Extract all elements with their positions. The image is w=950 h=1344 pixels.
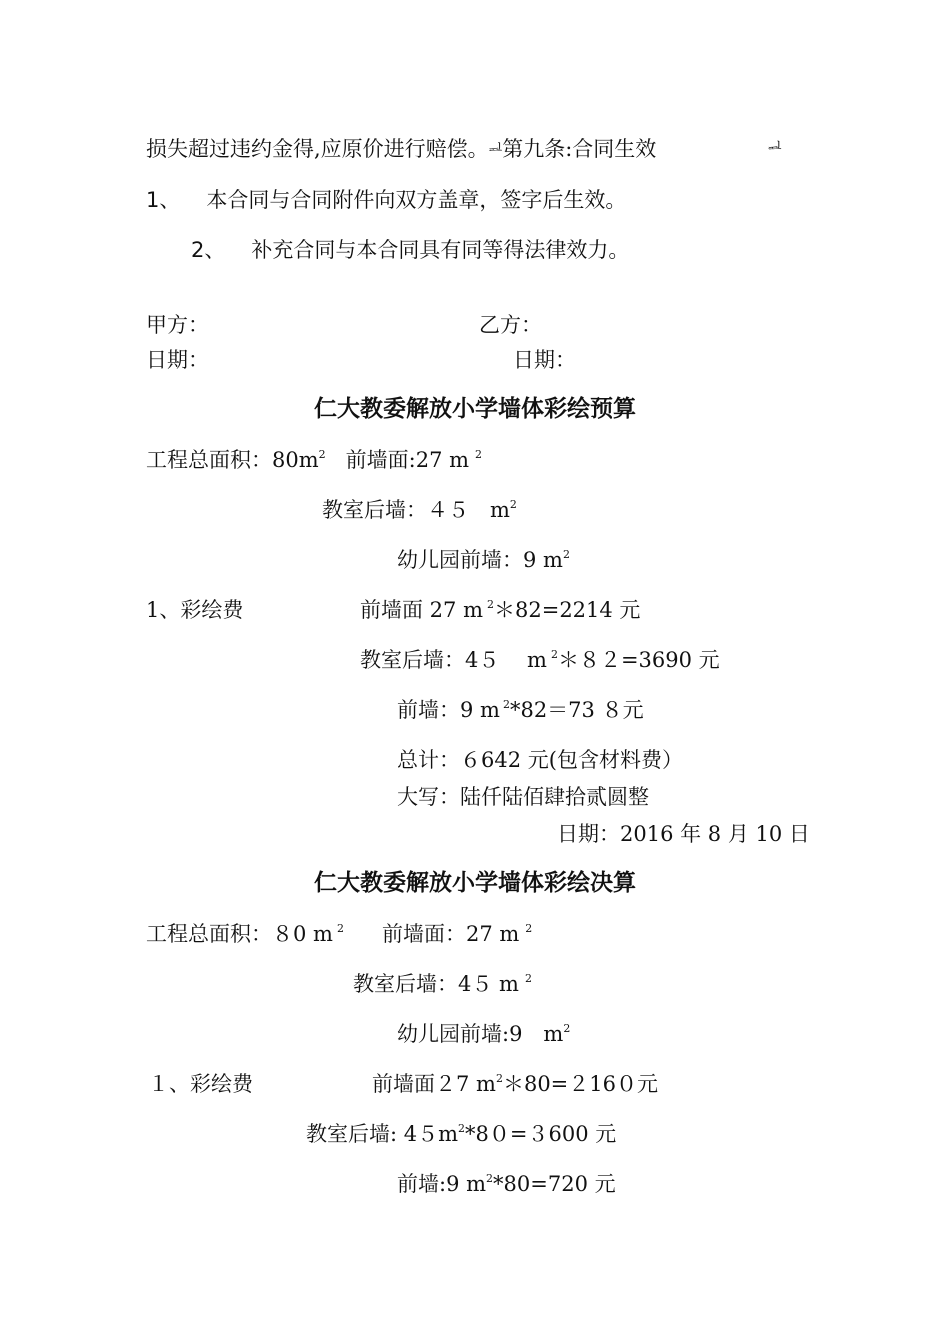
settlement-classroom-back-area: 教室后墙：4５ m $^2$ bbox=[353, 972, 532, 996]
budget-area-line: 工程总面积：$80m^2$ 前墙面:27 m $^2$ bbox=[146, 448, 483, 472]
settlement-front-wall-area: 前墙面：27 m bbox=[381, 922, 520, 946]
party-a-date-label: 日期： bbox=[146, 348, 209, 372]
budget-classroom-back-area: 教室后墙：４５ $m^2$ bbox=[322, 498, 517, 522]
budget-painting-fee-label: 1、彩绘费 bbox=[146, 598, 244, 622]
budget-total-area: 工程总面积：80m bbox=[146, 448, 319, 472]
contract-item-2 bbox=[191, 236, 629, 264]
settlement-painting-fee-label: １、彩绘费 bbox=[148, 1072, 253, 1096]
budget-front-wall-area: 前墙面:27 m bbox=[345, 448, 470, 472]
paragraph-mark: ᆋ bbox=[488, 142, 503, 159]
settlement-calc-front-wall: 前墙面２7 $m^2*80=2160$元 bbox=[372, 1072, 658, 1096]
settlement-title: 仁大教委解放小学墙体彩绘决算 bbox=[314, 869, 636, 896]
settlement-area-line: 工程总面积：８0 m $^2$ 前墙面：27 m $^2$ bbox=[146, 922, 533, 946]
contract-line-1 bbox=[146, 135, 656, 165]
contract-item-2-text: 补充合同与本合同具有同等得法律效力。 bbox=[251, 238, 630, 262]
party-b-label: 乙方： bbox=[479, 313, 542, 337]
budget-date: 日期：2016 年 8 月 10 日 bbox=[557, 822, 810, 846]
contract-item-1 bbox=[146, 186, 626, 214]
budget-total: 总计：６642 元(包含材料费） bbox=[397, 748, 683, 772]
contract-item-1-number: 1、 bbox=[146, 188, 181, 212]
contract-item-2-number: 2、 bbox=[191, 238, 226, 262]
budget-kindergarten-area: 幼儿园前墙：9 $m^2$ bbox=[397, 548, 570, 572]
budget-calc-front-wall: 前墙面 27 m $^2$＊82=2214 元 bbox=[360, 598, 641, 622]
budget-title: 仁大教委解放小学墙体彩绘预算 bbox=[314, 395, 636, 422]
article-9-heading: 第九条:合同生效 bbox=[502, 137, 657, 161]
budget-capital-amount: 大写：陆仟陆佰肆拾贰圆整 bbox=[397, 785, 649, 809]
settlement-calc-classroom-back: 教室后墙: $45m^2*80=3600$ 元 bbox=[306, 1122, 617, 1146]
budget-calc-kindergarten: 前墙：9 m $^2$*82＝73 ８元 bbox=[397, 698, 644, 722]
party-a-label: 甲方： bbox=[146, 313, 209, 337]
contract-item-1-text: 本合同与合同附件向双方盖章，签字后生效。 bbox=[206, 188, 627, 212]
contract-penalty-text: 损失超过违约金得,应原价进行赔偿。 bbox=[146, 137, 489, 161]
paragraph-mark-end: ᆋ bbox=[768, 141, 782, 157]
settlement-kindergarten-area: 幼儿园前墙:9 $m^2$ bbox=[397, 1022, 571, 1046]
settlement-calc-kindergarten: 前墙:9 $m^2*80=720$ 元 bbox=[397, 1172, 616, 1196]
budget-calc-classroom-back: 教室后墙：4５ m $^2$＊８２=3690 元 bbox=[360, 648, 720, 672]
party-b-date-label: 日期： bbox=[513, 348, 576, 372]
settlement-total-area: 工程总面积：８0 m bbox=[146, 922, 333, 946]
